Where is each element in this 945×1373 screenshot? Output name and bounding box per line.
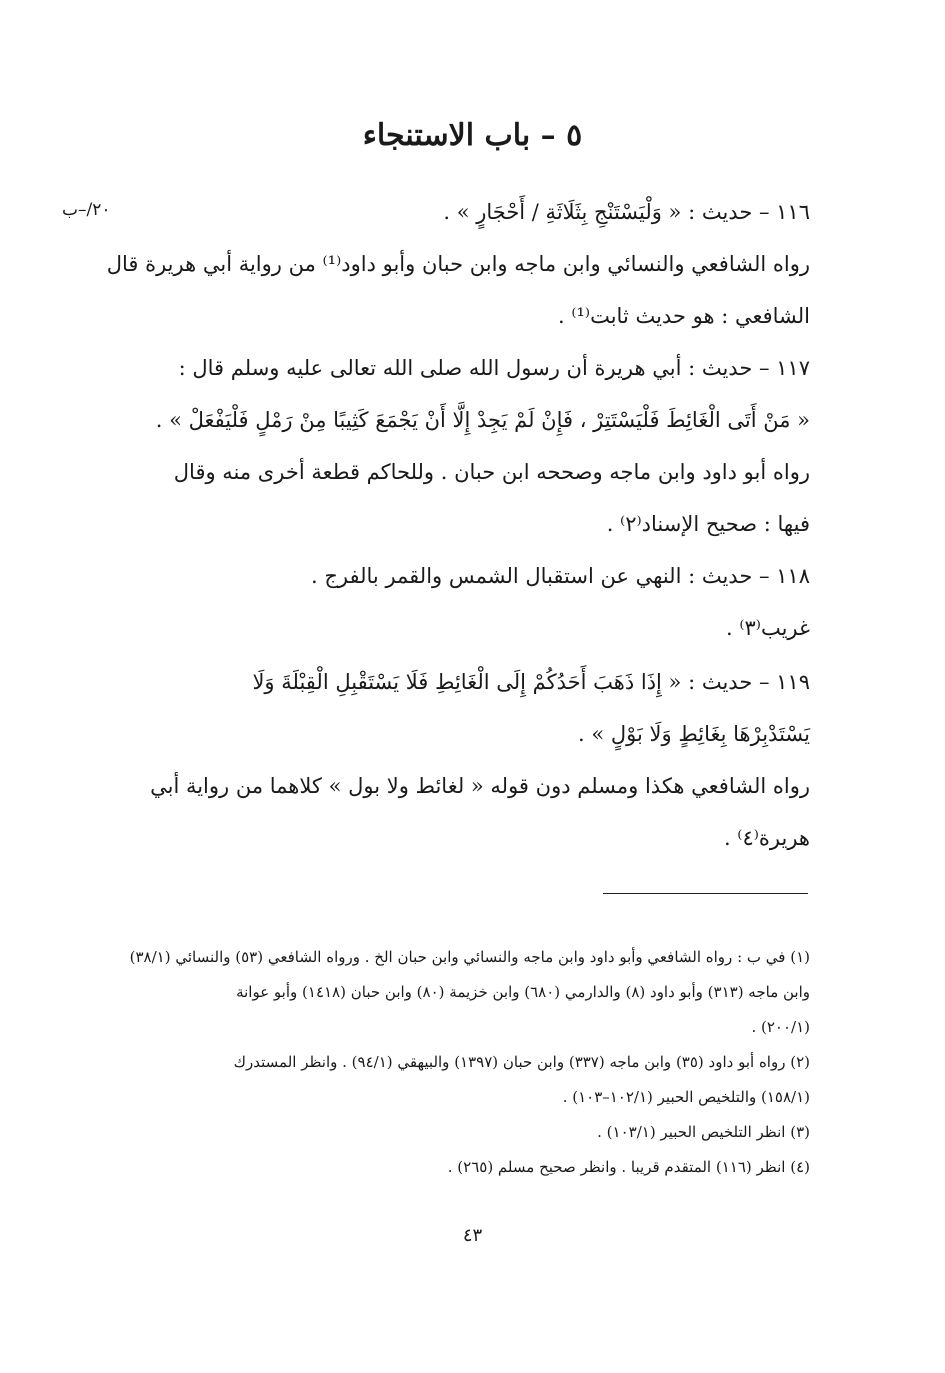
hadith-line: رواه أبو داود وابن ماجه وصححه ابن حبان . وللحاكم قطعة أخرى منه وقال <box>173 460 810 484</box>
manuscript-margin-note: ٢٠/–ب <box>62 200 111 220</box>
hadith-line: ١١٦ – حديث : « وَلْيَسْتَنْجِ بِثَلَاثَةِ / أَحْجَارٍ » . <box>443 200 810 224</box>
hadith-line: فيها : صحيح الإسناد⁽٢⁾ . <box>606 512 810 536</box>
hadith-line: غريب⁽٣⁾ . <box>726 616 810 640</box>
hadith-line: يَسْتَدْبِرْهَا بِغَائِطٍ وَلَا بَوْلٍ » . <box>578 722 810 746</box>
footnote-line: وابن ماجه (٣١٣) وأبو داود (٨) والدارمي (٦٨٠) وابن خزيمة (٨٠) وابن حبان (١٤١٨) وأبو عوانة <box>236 983 810 1001</box>
hadith-line: ١١٧ – حديث : أبي هريرة أن رسول الله صلى الله تعالى عليه وسلم قال : <box>178 356 810 380</box>
page-number: ٤٣ <box>462 1225 483 1246</box>
hadith-116 <box>106 186 810 342</box>
hadith-line: الشافعي : هو حديث ثابت⁽¹⁾ . <box>557 304 810 328</box>
footnote-line: (٣) انظر التلخيص الحبير (١٠٣/١) . <box>597 1123 810 1141</box>
footnote-separator <box>603 893 808 894</box>
footnote-line: (٢٠٠/١) . <box>751 1018 810 1036</box>
hadith-line: رواه الشافعي هكذا ومسلم دون قوله « لغائط ولا بول » كلاهما من رواية أبي <box>150 774 810 798</box>
footnote-line: (٢) رواه أبو داود (٣٥) وابن ماجه (٣٣٧) وابن حبان (١٣٩٧) والبيهقي (٩٤/١) . وانظر المستدرك <box>233 1053 810 1071</box>
hadith-line: « مَنْ أَتَى الْغَائِطَ فَلْيَسْتَتِرْ ، فَإِنْ لَمْ يَجِدْ إِلَّا أَنْ يَجْمَعَ كَثِيبًا مِنْ رَمْلٍ فَلْيَفْعَلْ » . <box>155 408 810 432</box>
hadith-118 <box>135 550 810 654</box>
footnote-line: (١٥٨/١) والتلخيص الحبير (١٠٢/١–١٠٣) . <box>562 1088 810 1106</box>
footnote-line: (٤) انظر (١١٦) المتقدم قريبا . وانظر صحيح مسلم (٢٦٥) . <box>447 1158 810 1176</box>
hadith-117 <box>135 342 810 550</box>
hadith-line: ١١٩ – حديث : « إِذَا ذَهَبَ أَحَدُكُمْ إِلَى الْغَائِطِ فَلَا يَسْتَقْبِلِ الْقِبْلَةَ وَلَا <box>252 670 810 694</box>
hadith-119 <box>135 656 810 864</box>
hadith-line: هريرة⁽٤⁾ . <box>723 826 810 850</box>
hadith-line: ١١٨ – حديث : النهي عن استقبال الشمس والقمر بالفرج . <box>311 564 810 588</box>
footnotes <box>130 940 810 1185</box>
hadith-line: رواه الشافعي والنسائي وابن ماجه وابن حبان وأبو داود⁽¹⁾ من رواية أبي هريرة قال <box>106 252 810 276</box>
chapter-title: ٥ – باب الاستنجاء <box>362 118 583 153</box>
footnote-line: (١) في ب : رواه الشافعي وأبو داود وابن ماجه والنسائي وابن حبان الخ . ورواه الشافعي (٥٣) والنسائي (٣٨/١) <box>129 948 810 966</box>
